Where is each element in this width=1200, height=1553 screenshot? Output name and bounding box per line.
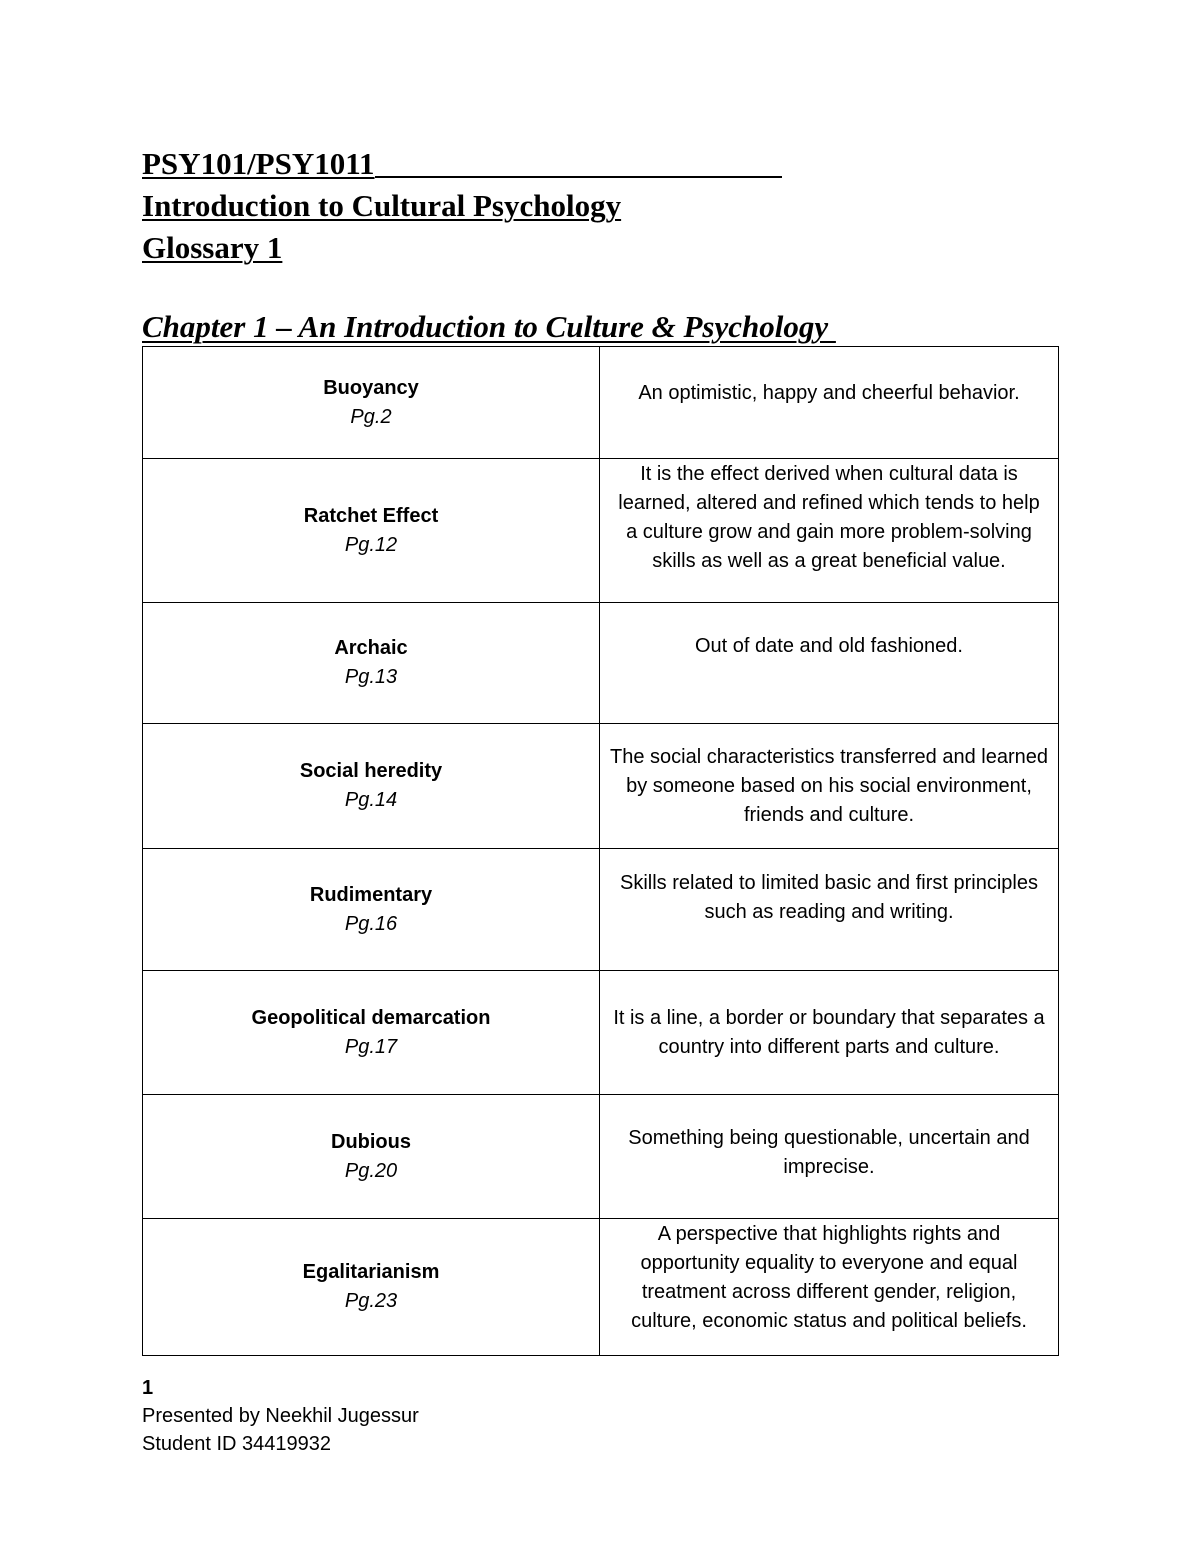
glossary-definition: Skills related to limited basic and first principles such as reading and writing. [620, 872, 1038, 923]
term-cell [143, 1219, 600, 1356]
term-cell [143, 459, 600, 603]
table-row [143, 459, 1059, 603]
course-code: PSY101/PSY1011 [142, 146, 375, 181]
page-reference: Pg.23 [344, 1290, 398, 1312]
glossary-table [142, 346, 1059, 1356]
page-number: 1 [142, 1377, 154, 1399]
document-title: Glossary 1 [142, 230, 283, 265]
glossary-term: Social heredity [299, 760, 443, 782]
term-cell [143, 724, 600, 849]
page-footer [142, 1374, 419, 1458]
definition-cell [600, 347, 1059, 459]
table-row [143, 1219, 1059, 1356]
glossary-term: Archaic [334, 637, 408, 659]
definition-cell [600, 724, 1059, 849]
glossary-definition: An optimistic, happy and cheerful behavior. [638, 382, 1020, 404]
glossary-term: Ratchet Effect [303, 504, 439, 527]
page-reference: Pg.13 [344, 666, 398, 688]
definition-cell [600, 1095, 1059, 1219]
course-code-line [142, 143, 1062, 185]
underline-rule [375, 148, 782, 178]
page-reference: Pg.17 [344, 1035, 398, 1058]
table-row [143, 603, 1059, 724]
page-reference: Pg.20 [344, 1159, 398, 1182]
definition-cell [600, 1219, 1059, 1356]
table-row [143, 347, 1059, 459]
table-row [143, 724, 1059, 849]
glossary-definition: Something being questionable, uncertain and imprecise. [628, 1127, 1030, 1178]
page-reference: Pg.14 [344, 789, 398, 811]
definition-cell [600, 971, 1059, 1095]
table-row [143, 971, 1059, 1095]
course-title: Introduction to Cultural Psychology [142, 188, 622, 223]
glossary-definition: Out of date and old fashioned. [695, 635, 963, 657]
glossary-definition: It is a line, a border or boundary that separates a country into different parts and culture. [613, 1006, 1045, 1058]
table-row [143, 849, 1059, 971]
term-cell [143, 603, 600, 724]
glossary-term: Geopolitical demarcation [251, 1006, 491, 1029]
term-cell [143, 849, 600, 971]
glossary-term: Egalitarianism [302, 1261, 440, 1283]
glossary-term: Dubious [331, 1130, 411, 1153]
document-header [142, 143, 1062, 269]
definition-cell [600, 603, 1059, 724]
glossary-term: Rudimentary [309, 883, 433, 906]
term-cell [143, 971, 600, 1095]
term-cell [143, 1095, 600, 1219]
term-cell [143, 347, 600, 459]
chapter-title: Chapter 1 – An Introduction to Culture & Psychology [142, 309, 836, 344]
glossary-definition: The social characteristics transferred and learned by someone based on his social environment, friends and culture. [610, 745, 1048, 826]
glossary-definition: A perspective that highlights rights and opportunity equality to everyone and equal treatment across different gender, religion, culture, economic status and political beliefs. [631, 1223, 1027, 1332]
page-reference: Pg.12 [344, 533, 398, 556]
presenter-name: Presented by Neekhil Jugessur [142, 1405, 419, 1427]
glossary-term: Buoyancy [323, 376, 419, 399]
definition-cell [600, 849, 1059, 971]
page-reference: Pg.2 [350, 405, 392, 428]
glossary-definition: It is the effect derived when cultural data is learned, altered and refined which tends to help a culture grow and gain more problem-solving skills as well as a great beneficial value. [618, 463, 1040, 572]
student-id: Student ID 34419932 [142, 1433, 332, 1455]
definition-cell [600, 459, 1059, 603]
table-row [143, 1095, 1059, 1219]
page-reference: Pg.16 [344, 912, 398, 935]
